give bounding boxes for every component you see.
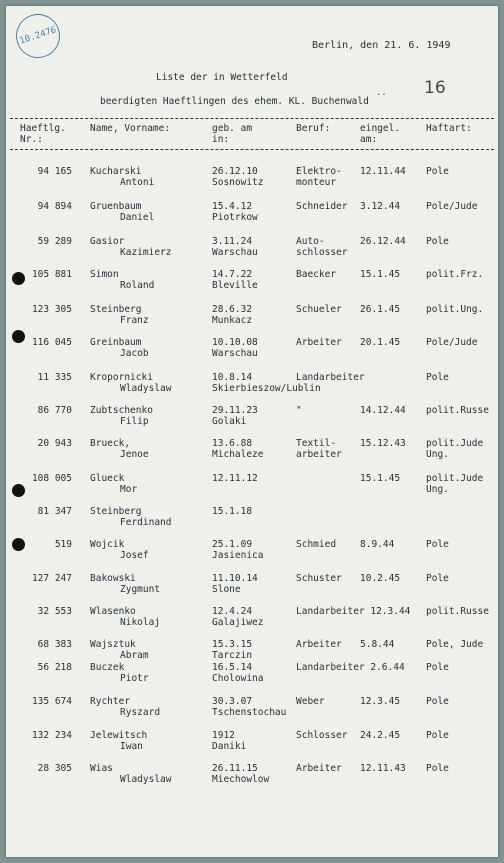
birth-place: Munkacz (212, 315, 253, 326)
detention-category: Pole, Jude (426, 639, 484, 650)
document-page (6, 6, 498, 857)
prisoner-number: 32 553 (37, 606, 72, 617)
occupation: Schuster (296, 573, 342, 584)
surname: Gasior (90, 236, 125, 247)
occupation: Landarbeiter 12.3.44 (296, 606, 411, 617)
birth-place: Slone (212, 584, 241, 595)
arrival-date: 20.1.45 (360, 337, 401, 348)
col-header-name: Name, Vorname: (90, 123, 171, 134)
document-date: Berlin, den 21. 6. 1949 (312, 40, 451, 51)
birth-place: Daniki (212, 741, 247, 752)
occupation: Auto- (296, 236, 325, 247)
detention-category: Pole (426, 236, 449, 247)
arrival-date: 5.8.44 (360, 639, 395, 650)
arrival-date: 26.12.44 (360, 236, 406, 247)
firstname: Mor (120, 484, 138, 495)
detention-category: polit.Russe (426, 405, 489, 416)
occupation: Schueler (296, 304, 342, 315)
birth-place: Miechowlow (212, 774, 270, 785)
prisoner-number: 94 165 (37, 166, 72, 177)
document-subtitle: beerdigten Haeftlingen des ehem. KL. Buchenwald (100, 96, 369, 107)
occupation: Textil- (296, 438, 337, 449)
prisoner-number: 123 305 (31, 304, 72, 315)
surname: Rychter (90, 696, 131, 707)
table-row (6, 730, 498, 766)
prisoner-number: 59 289 (37, 236, 72, 247)
arrival-date: 15.12.43 (360, 438, 406, 449)
table-row (6, 269, 498, 305)
occupation: Elektro- (296, 166, 342, 177)
birth-date: 28.6.32 (212, 304, 253, 315)
birth-date: 11.10.14 (212, 573, 258, 584)
birth-date: 10.10.08 (212, 337, 258, 348)
arrival-date: 8.9.44 (360, 539, 395, 550)
archive-stamp: 10.2476 (10, 8, 65, 63)
table-row (6, 473, 498, 509)
page-number: 16 (424, 78, 446, 98)
occupation: Weber (296, 696, 325, 707)
table-row (6, 539, 498, 575)
surname: Wlasenko (90, 606, 136, 617)
surname: Brueck, (90, 438, 131, 449)
surname: Steinberg (90, 304, 142, 315)
detention-category: Pole/Jude (426, 201, 478, 212)
detention-category-cont: Ung. (426, 484, 449, 495)
prisoner-number: 20 943 (37, 438, 72, 449)
firstname: Wladyslaw (120, 383, 172, 394)
arrival-date: 24.2.45 (360, 730, 401, 741)
punch-hole (12, 484, 25, 497)
birth-place: Tarczin (212, 650, 253, 661)
birth-date: 26.11.15 (212, 763, 258, 774)
surname: Steinberg (90, 506, 142, 517)
occupation: Arbeiter (296, 639, 342, 650)
birth-date: 13.6.88 (212, 438, 253, 449)
firstname: Ryszard (120, 707, 161, 718)
surname: Jelewitsch (90, 730, 148, 741)
margin-mark: .. (376, 88, 387, 98)
firstname: Iwan (120, 741, 143, 752)
table-row (6, 372, 498, 408)
detention-category: polit.Frz. (426, 269, 484, 280)
table-row (6, 201, 498, 237)
detention-category-cont: Ung. (426, 449, 449, 460)
prisoner-number: 127 247 (31, 573, 72, 584)
occupation-cont: monteur (296, 177, 337, 188)
birth-place: Tschenstochau (212, 707, 287, 718)
col-header-born-line1: geb. am (212, 123, 253, 134)
firstname: Zygmunt (120, 584, 161, 595)
birth-date: 30.3.07 (212, 696, 253, 707)
punch-hole (12, 538, 25, 551)
occupation: Landarbeiter 2.6.44 (296, 662, 405, 673)
prisoner-number: 132 234 (31, 730, 72, 741)
birth-place: Galajiwez (212, 617, 264, 628)
arrival-date: 12.11.44 (360, 166, 406, 177)
surname: Kropornicki (90, 372, 153, 383)
header-rule-top (10, 118, 494, 119)
surname: Wias (90, 763, 113, 774)
arrival-date: 14.12.44 (360, 405, 406, 416)
table-row (6, 763, 498, 799)
firstname: Nikolaj (120, 617, 161, 628)
detention-category: Pole (426, 372, 449, 383)
surname: Kucharski (90, 166, 142, 177)
firstname: Josef (120, 550, 149, 561)
detention-category: Pole (426, 166, 449, 177)
punch-hole (12, 330, 25, 343)
birth-place: Michaleze (212, 449, 264, 460)
prisoner-number: 135 674 (31, 696, 72, 707)
birth-place: Jasienica (212, 550, 264, 561)
prisoner-number: 81 347 (37, 506, 72, 517)
birth-date: 1912 (212, 730, 235, 741)
birth-date: 15.3.15 (212, 639, 253, 650)
detention-category: Pole (426, 662, 449, 673)
prisoner-number: 108 005 (31, 473, 72, 484)
detention-category: Pole (426, 539, 449, 550)
prisoner-number: 11 335 (37, 372, 72, 383)
surname: Wajsztuk (90, 639, 136, 650)
table-row (6, 438, 498, 474)
occupation: " (296, 405, 302, 416)
detention-category: polit.Jude (426, 438, 484, 449)
prisoner-number: 519 (54, 539, 72, 550)
birth-place: Warschau (212, 348, 258, 359)
firstname: Roland (120, 280, 155, 291)
birth-place: Golaki (212, 416, 247, 427)
occupation-cont: arbeiter (296, 449, 342, 460)
birth-date: 14.7.22 (212, 269, 253, 280)
arrival-date: 12.3.45 (360, 696, 401, 707)
firstname: Jacob (120, 348, 149, 359)
prisoner-number: 28 305 (37, 763, 72, 774)
arrival-date: 15.1.45 (360, 473, 401, 484)
birth-date: 26.12.10 (212, 166, 258, 177)
surname: Buczek (90, 662, 125, 673)
arrival-date: 15.1.45 (360, 269, 401, 280)
arrival-date: 3.12.44 (360, 201, 401, 212)
prisoner-number: 86 770 (37, 405, 72, 416)
firstname: Piotr (120, 673, 149, 684)
punch-hole (12, 272, 25, 285)
firstname: Jenoe (120, 449, 149, 460)
firstname: Wladyslaw (120, 774, 172, 785)
col-header-arrival-line1: eingel. (360, 123, 401, 134)
occupation: Schneider (296, 201, 348, 212)
detention-category: Pole (426, 696, 449, 707)
table-row (6, 662, 498, 698)
col-header-arrival (360, 123, 400, 145)
detention-category: Pole (426, 730, 449, 741)
table-row (6, 573, 498, 609)
detention-category: Pole (426, 763, 449, 774)
prisoner-number: 105 881 (31, 269, 72, 280)
birth-place: Piotrkow (212, 212, 258, 223)
occupation-cont: schlosser (296, 247, 348, 258)
table-row (6, 696, 498, 732)
birth-date: 15.4.12 (212, 201, 253, 212)
occupation: Landarbeiter (296, 372, 365, 383)
table-row (6, 405, 498, 441)
birth-date: 12.11.12 (212, 473, 258, 484)
birth-date: 10.8.14 (212, 372, 253, 383)
birth-place: Warschau (212, 247, 258, 258)
occupation: Arbeiter (296, 337, 342, 348)
occupation: Schmied (296, 539, 337, 550)
table-row (6, 506, 498, 542)
col-header-arrival-line2: am: (360, 134, 378, 145)
detention-category: polit.Jude (426, 473, 484, 484)
firstname: Antoni (120, 177, 155, 188)
birth-date: 16.5.14 (212, 662, 253, 673)
surname: Zubtschenko (90, 405, 153, 416)
detention-category: polit.Russe (426, 606, 489, 617)
surname: Glueck (90, 473, 125, 484)
col-header-nr-line2: Nr.: (20, 134, 43, 145)
arrival-date: 12.11.43 (360, 763, 406, 774)
birth-date: 15.1.18 (212, 506, 253, 517)
col-header-job: Beruf: (296, 123, 331, 134)
prisoner-number: 116 045 (31, 337, 72, 348)
firstname: Daniel (120, 212, 155, 223)
table-row (6, 337, 498, 373)
header-rule-bottom (10, 149, 494, 150)
col-header-nr-line1: Haeftlg. (20, 123, 66, 134)
birth-date: 3.11.24 (212, 236, 253, 247)
surname: Greinbaum (90, 337, 142, 348)
firstname: Abram (120, 650, 149, 661)
birth-place: Sosnowitz (212, 177, 264, 188)
occupation: Schlosser (296, 730, 348, 741)
table-row (6, 166, 498, 202)
col-header-reason: Haftart: (426, 123, 472, 134)
detention-category: Pole/Jude (426, 337, 478, 348)
col-header-born (212, 123, 252, 145)
surname: Simon (90, 269, 119, 280)
occupation: Baecker (296, 269, 337, 280)
occupation: Arbeiter (296, 763, 342, 774)
firstname: Filip (120, 416, 149, 427)
firstname: Ferdinand (120, 517, 172, 528)
prisoner-number: 56 218 (37, 662, 72, 673)
birth-date: 29.11.23 (212, 405, 258, 416)
prisoner-number: 94 894 (37, 201, 72, 212)
firstname: Franz (120, 315, 149, 326)
arrival-date: 10.2.45 (360, 573, 401, 584)
detention-category: Pole (426, 573, 449, 584)
arrival-date: 26.1.45 (360, 304, 401, 315)
surname: Wojcik (90, 539, 125, 550)
birth-date: 25.1.09 (212, 539, 253, 550)
col-header-nr (20, 123, 66, 145)
birth-place: Skierbieszow/Lublin (212, 383, 321, 394)
col-header-born-line2: in: (212, 134, 230, 145)
table-row (6, 236, 498, 272)
table-row (6, 606, 498, 642)
birth-place: Cholowina (212, 673, 264, 684)
table-row (6, 304, 498, 340)
surname: Bakowski (90, 573, 136, 584)
detention-category: polit.Ung. (426, 304, 484, 315)
document-title: Liste der in Wetterfeld (156, 72, 288, 83)
surname: Gruenbaum (90, 201, 142, 212)
firstname: Kazimierz (120, 247, 172, 258)
prisoner-number: 68 383 (37, 639, 72, 650)
birth-place: Bleville (212, 280, 258, 291)
birth-date: 12.4.24 (212, 606, 253, 617)
